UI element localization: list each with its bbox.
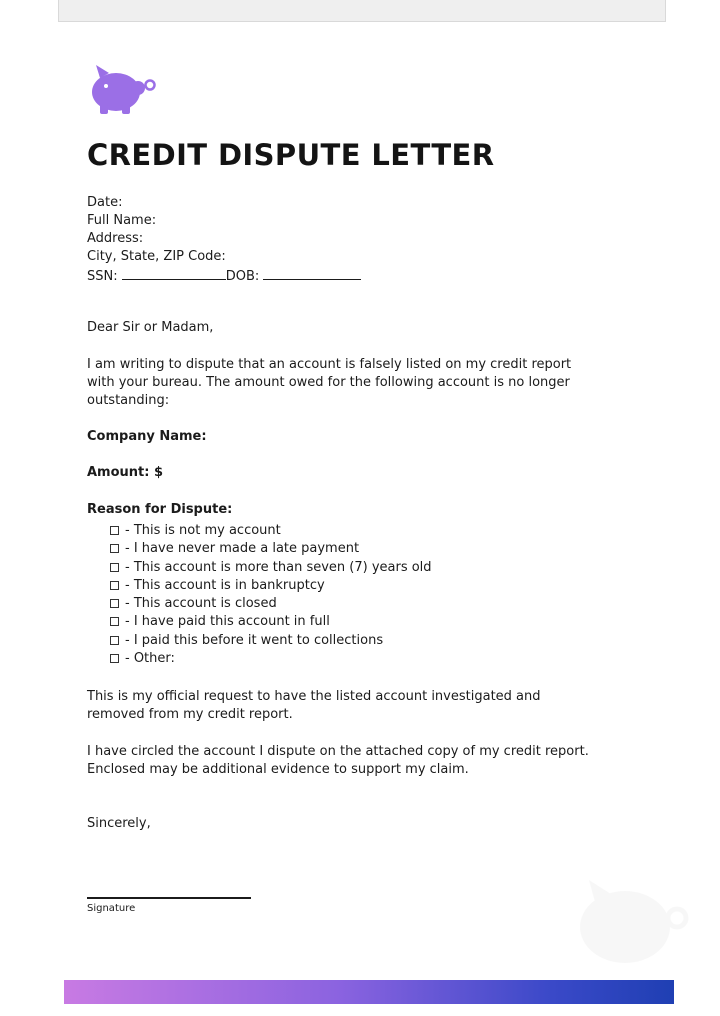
piggy-bank-watermark-icon [565,872,695,972]
request-line-2: removed from my credit report. [87,707,293,722]
checkbox-icon[interactable] [110,654,119,663]
salutation: Dear Sir or Madam, [87,320,214,335]
intro-line-3: outstanding: [87,393,170,408]
dob-label: DOB: [225,269,260,284]
previous-page-edge [58,0,666,22]
reason-text: - This account is more than seven (7) years old [125,559,432,575]
evidence-line-2: Enclosed may be additional evidence to support my claim. [87,762,469,777]
page-title: CREDIT DISPUTE LETTER [87,138,495,172]
reason-heading: Reason for Dispute: [87,502,233,517]
reason-text: - I paid this before it went to collections [125,632,384,648]
reason-text: - Other: [125,651,175,667]
reason-text: - This is not my account [125,523,281,538]
reason-item [110,632,432,650]
ssn-blank [122,266,226,280]
reason-item [110,559,432,577]
reason-checklist [110,522,432,668]
ssn-dob-row [87,266,361,286]
signature-label: Signature [87,903,136,914]
amount-label: Amount: $ [87,465,164,480]
city-state-zip-field: City, State, ZIP Code: [87,249,226,264]
reason-item [110,577,432,595]
checkbox-icon[interactable] [110,636,119,645]
date-field: Date: [87,195,123,210]
reason-text: - This account is in bankruptcy [125,577,325,593]
full-name-field: Full Name: [87,213,157,228]
reason-item [110,613,432,631]
closing: Sincerely, [87,816,151,831]
checkbox-icon[interactable] [110,563,119,572]
address-field: Address: [87,231,144,246]
reason-item [110,522,432,540]
ssn-label: SSN: [87,269,118,284]
piggy-bank-icon [86,58,160,116]
intro-line-1: I am writing to dispute that an account is falsely listed on my credit report [87,357,572,372]
reason-text: - I have never made a late payment [125,541,360,557]
intro-line-2: with your bureau. The amount owed for the following account is no longer [87,375,570,390]
evidence-line-1: I have circled the account I dispute on the attached copy of my credit report. [87,744,589,759]
signature-line [87,897,251,899]
reason-item [110,540,432,558]
reason-item [110,595,432,613]
company-name-label: Company Name: [87,429,207,444]
checkbox-icon[interactable] [110,617,119,626]
checkbox-icon[interactable] [110,526,119,535]
reason-text: - I have paid this account in full [125,614,330,630]
reason-text: - This account is closed [125,596,277,612]
dob-blank [263,266,361,280]
checkbox-icon[interactable] [110,599,119,608]
footer-gradient-bar [64,980,674,1004]
request-line-1: This is my official request to have the listed account investigated and [87,689,541,704]
checkbox-icon[interactable] [110,581,119,590]
checkbox-icon[interactable] [110,544,119,553]
reason-item [110,650,432,668]
